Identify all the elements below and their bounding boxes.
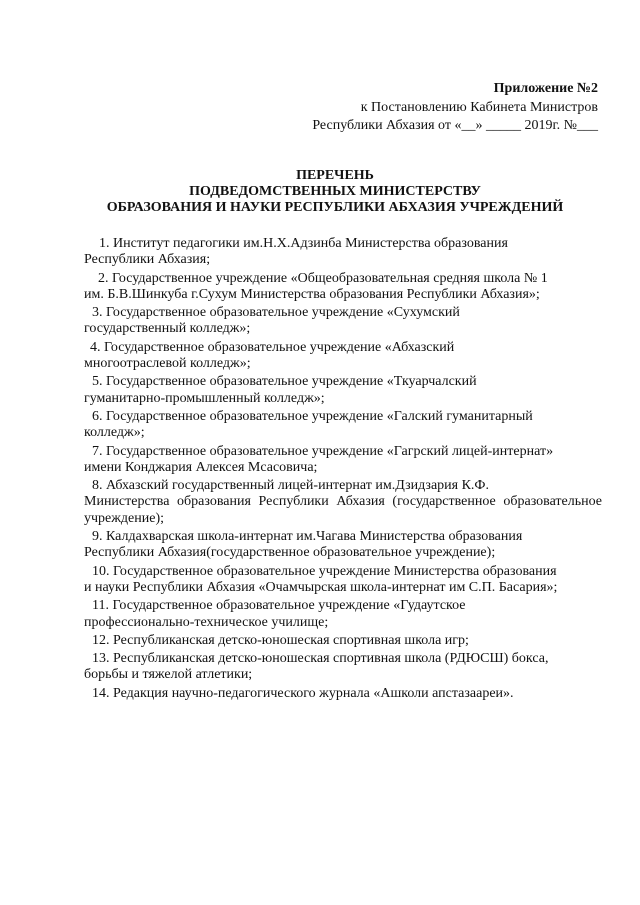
list-item bbox=[84, 598, 602, 631]
list-item-line-1: 14. Редакция научно-педагогического журнала «Ашколи апстазаареи». bbox=[92, 685, 514, 701]
list-item-line-1: 2. Государственное учреждение «Общеобразовательная средняя школа № 1 bbox=[98, 270, 548, 286]
list-item-line-2: гуманитарно-промышленный колледж»; bbox=[84, 390, 325, 406]
list-item bbox=[84, 686, 602, 702]
list-item-line-1: 5. Государственное образовательное учреждение «Ткуарчалский bbox=[92, 374, 477, 390]
list-item-line-2: колледж»; bbox=[84, 425, 145, 441]
list-item-line-1: 13. Республиканская детско-юношеская спортивная школа (РДЮСШ) бокса, bbox=[92, 651, 549, 667]
list-item-line-1: 11. Государственное образовательное учреждение «Гудаутское bbox=[92, 598, 466, 614]
list-item-line-2: им. Б.В.Шинкуба г.Сухум Министерства образования Республики Абхазия»; bbox=[84, 286, 540, 302]
list-item bbox=[84, 271, 602, 304]
list-item bbox=[84, 374, 602, 407]
list-item bbox=[84, 236, 602, 269]
list-item bbox=[84, 340, 602, 373]
title-line-3: ОБРАЗОВАНИЯ И НАУКИ РЕСПУБЛИКИ АБХАЗИЯ УЧРЕЖДЕНИЙ bbox=[106, 200, 564, 215]
list-item-line-2: профессионально-техническое училище; bbox=[84, 614, 329, 630]
list-item bbox=[84, 529, 602, 562]
list-item-line-2: государственный колледж»; bbox=[84, 321, 251, 337]
list-item-line-2: борьбы и тяжелой атлетики; bbox=[84, 667, 253, 683]
list-item-line-1: 1. Институт педагогики им.Н.Х.Адзинба Министерства образования bbox=[99, 236, 508, 251]
list-item-line-1: 9. Калдахварская школа-интернат им.Чагава Министерства образования bbox=[92, 529, 523, 545]
appendix-header bbox=[312, 80, 598, 136]
list-item-line-1: 12. Республиканская детско-юношеская спортивная школа игр; bbox=[92, 632, 469, 648]
institutions-list bbox=[84, 236, 602, 704]
list-item bbox=[84, 633, 602, 649]
appendix-reference-line-1: к Постановлению Кабинета Министров bbox=[360, 99, 598, 115]
title-line-1: ПЕРЕЧЕНЬ bbox=[296, 168, 374, 183]
appendix-reference-line-2: Республики Абхазия от «__» _____ 2019г. №___ bbox=[312, 118, 598, 133]
list-item-line-1: 6. Государственное образовательное учреждение «Галский гуманитарный bbox=[92, 408, 533, 424]
list-item-line-1: 10. Государственное образовательное учреждение Министерства образования bbox=[92, 563, 557, 579]
list-item bbox=[84, 444, 602, 477]
list-item-line-2: Республики Абхазия(государственное образовательное учреждение); bbox=[84, 545, 496, 561]
list-item bbox=[84, 409, 602, 442]
list-item-line-2: Республики Абхазия; bbox=[84, 252, 211, 268]
title-line-2: ПОДВЕДОМСТВЕННЫХ МИНИСТЕРСТВУ bbox=[189, 184, 481, 199]
list-item-line-2: имени Конджария Алексея Мсасовича; bbox=[84, 459, 318, 475]
list-item-line-1: 4. Государственное образовательное учреждение «Абхазский bbox=[90, 339, 455, 355]
list-item-line-1: 3. Государственное образовательное учреждение «Сухумский bbox=[92, 305, 460, 321]
list-item bbox=[84, 564, 602, 597]
list-item bbox=[84, 651, 602, 684]
list-item-line-2: многоотраслевой колледж»; bbox=[84, 356, 251, 372]
list-item bbox=[84, 305, 602, 338]
list-item-line-1: 8. Абхазский государственный лицей-интернат им.Дзидзария К.Ф. bbox=[92, 478, 489, 494]
list-item-line-2: Министерства образования Республики Абхазия (государственное образовательное учреждение); bbox=[84, 494, 602, 526]
list-item-line-2: и науки Республики Абхазия «Очамчырская школа-интернат им С.П. Басария»; bbox=[84, 579, 558, 595]
document-title bbox=[60, 168, 610, 216]
list-item-line-1: 7. Государственное образовательное учреждение «Гагрский лицей-интернат» bbox=[92, 443, 554, 459]
appendix-number: Приложение №2 bbox=[493, 81, 598, 96]
list-item bbox=[84, 478, 602, 527]
